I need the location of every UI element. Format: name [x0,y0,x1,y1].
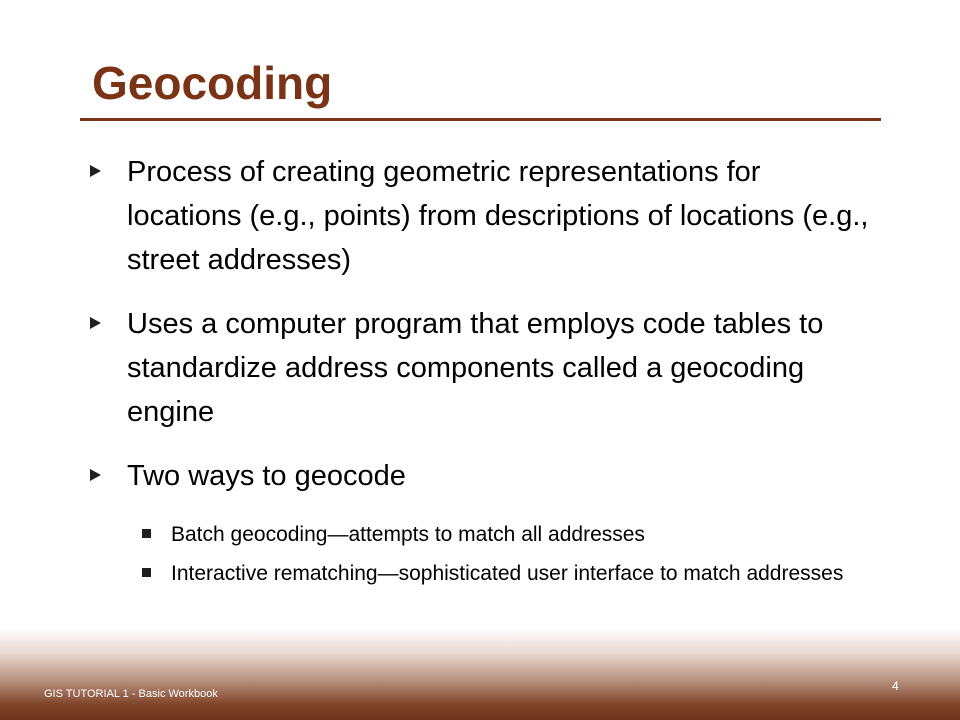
page-number: 4 [892,679,899,693]
sub-bullet-item [142,557,870,590]
triangle-bullet-icon [90,165,101,177]
bullet-item [90,454,870,498]
bullet-list [90,150,870,596]
triangle-bullet-icon [90,317,101,329]
bullet-text: Two ways to geocode [127,460,406,492]
title-underline [80,118,881,121]
sub-bullet-text: Interactive rematching—sophisticated user interface to match addresses [171,562,844,585]
footer-band [0,628,960,720]
sub-bullet-text: Batch geocoding—attempts to match all addresses [171,523,645,546]
sub-bullet-item [142,518,870,551]
square-bullet-icon [142,529,151,538]
bullet-text: Uses a computer program that employs code tables to standardize address components called a geocoding engine [127,308,824,428]
bullet-text: Process of creating geometric representations for locations (e.g., points) from descriptions of locations (e.g., street addresses) [127,156,869,276]
triangle-bullet-icon [90,469,101,481]
bullet-item [90,150,870,282]
square-bullet-icon [142,568,151,577]
sub-bullet-list [142,518,870,590]
slide-title: Geocoding [92,57,333,109]
bullet-item [90,302,870,434]
footer-text: GIS TUTORIAL 1 - Basic Workbook [44,688,218,700]
